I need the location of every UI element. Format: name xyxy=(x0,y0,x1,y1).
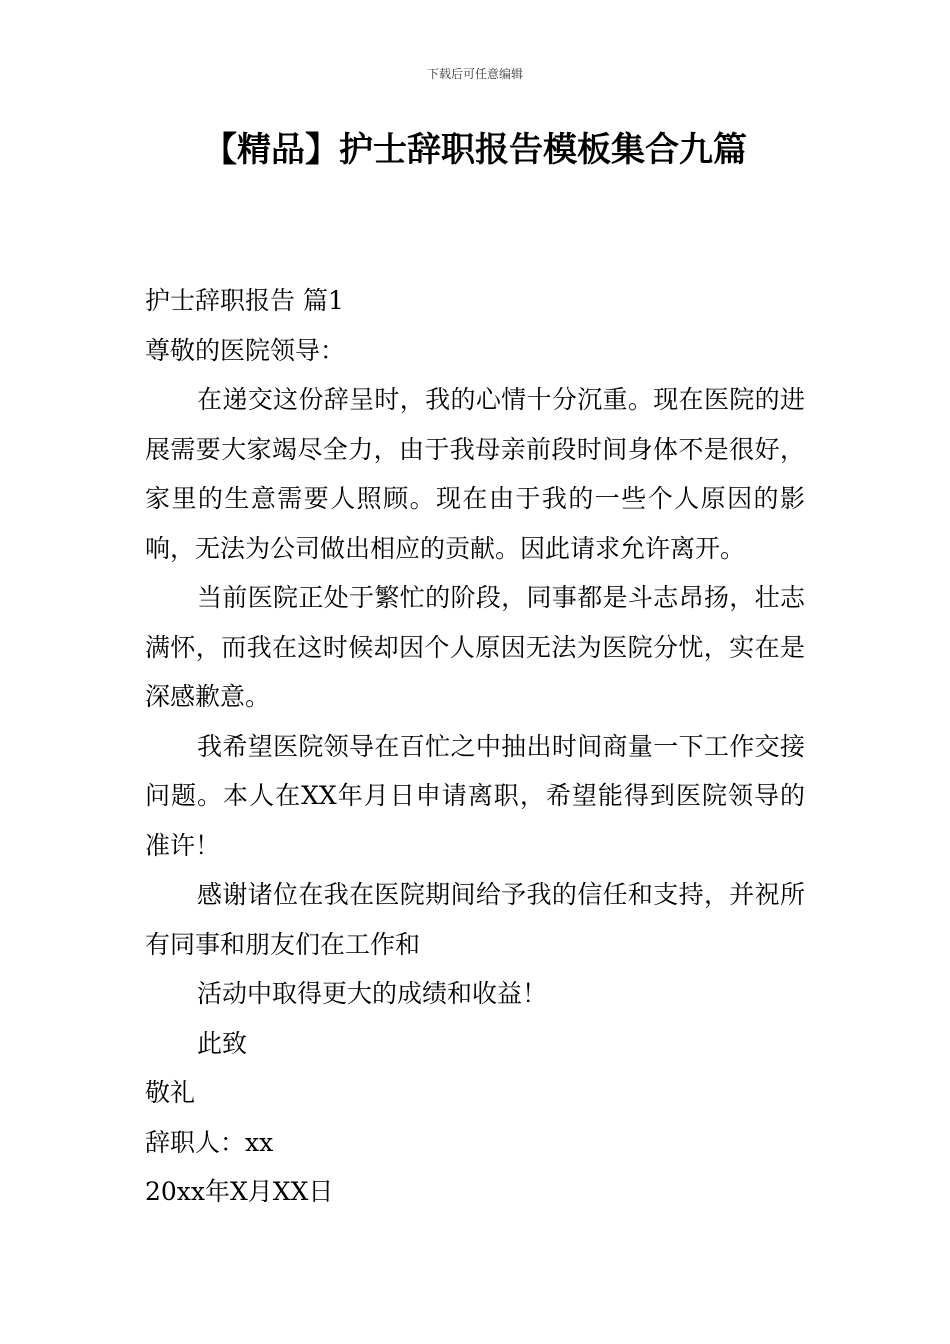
section-heading: 护士辞职报告 篇1 xyxy=(145,286,344,315)
paragraph-4: 感谢诸位在我在医院期间给予我的信任和支持，并祝所有同事和朋友们在工作和 xyxy=(145,880,805,959)
paragraph-continuation: 活动中取得更大的成绩和收益！ xyxy=(197,979,548,1008)
regards-line: 敬礼 xyxy=(145,1078,196,1107)
document-title: 【精品】护士辞职报告模板集合九篇 xyxy=(203,130,747,170)
date-line: 20xx年X月XX日 xyxy=(145,1177,334,1206)
salutation: 尊敬的医院领导： xyxy=(145,335,346,365)
document-body xyxy=(145,276,805,1217)
paragraph-2: 当前医院正处于繁忙的阶段，同事都是斗志昂扬，壮志满怀，而我在这时候却因个人原因无法为医院分忧，实在是深感歉意。 xyxy=(145,583,805,711)
signature-line: 辞职人：xx xyxy=(145,1127,274,1157)
header-note: 下载后可任意编辑 xyxy=(426,67,523,81)
closing-line: 此致 xyxy=(197,1028,248,1058)
paragraph-1: 在递交这份辞呈时，我的心情十分沉重。现在医院的进展需要大家竭尽全力，由于我母亲前段时间身体不是很好，家里的生意需要人照顾。现在由于我的一些个人原因的影响，无法为公司做出相应的贡献。因此请求允许离开。 xyxy=(145,385,805,563)
paragraph-3: 我希望医院领导在百忙之中抽出时间商量一下工作交接问题。本人在XX年月日申请离职，希望能得到医院领导的准许！ xyxy=(145,731,805,860)
